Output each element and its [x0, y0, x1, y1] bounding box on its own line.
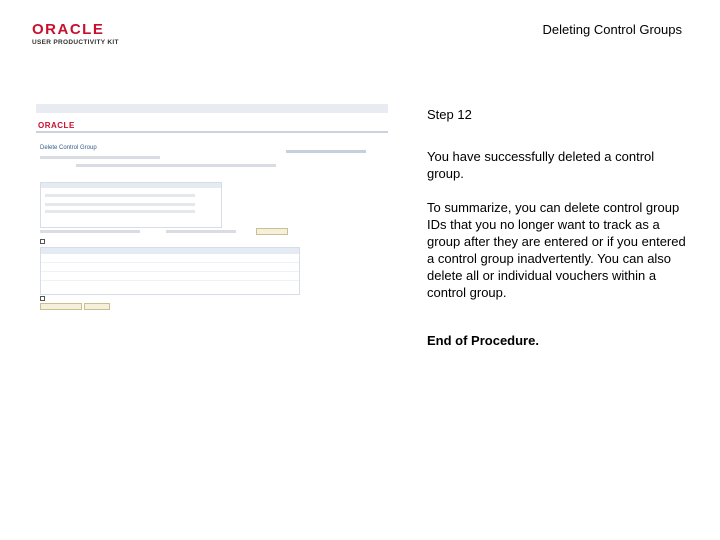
screenshot-text-line	[76, 164, 276, 167]
logo-word: ORACLE	[32, 21, 105, 38]
screenshot-brand-logo: ORACLE	[38, 121, 75, 130]
screenshot-button	[256, 228, 288, 235]
screenshot-text-line	[40, 156, 160, 159]
screenshot-text-line	[40, 230, 140, 233]
screenshot-page-heading: Delete Control Group	[40, 145, 97, 151]
screenshot-button	[40, 303, 82, 310]
screenshot-link-line	[286, 150, 366, 153]
screenshot-voucher-grid	[40, 247, 300, 295]
screenshot-top-nav	[36, 104, 388, 113]
summary-paragraph: To summarize, you can delete control group IDs that you no longer want to track as a group after they are entered or if you entered a control group inadvertently. You can also delete all or individual vouchers within a control group.	[427, 200, 686, 300]
screenshot-divider	[36, 131, 388, 133]
end-of-procedure: End of Procedure.	[427, 333, 539, 348]
step-label: Step 12	[427, 107, 472, 122]
oracle-upk-logo	[32, 22, 142, 50]
screenshot-text-line	[166, 230, 236, 233]
page-title: Deleting Control Groups	[542, 22, 682, 37]
success-message: You have successfully deleted a control group.	[427, 149, 655, 181]
screenshot-checkbox	[40, 239, 45, 244]
screenshot-checkbox	[40, 296, 45, 301]
screenshot-button	[84, 303, 110, 310]
screenshot-thumbnail	[36, 104, 388, 316]
logo-subtitle: USER PRODUCTIVITY KIT	[32, 39, 119, 46]
screenshot-totals-box	[40, 182, 222, 228]
